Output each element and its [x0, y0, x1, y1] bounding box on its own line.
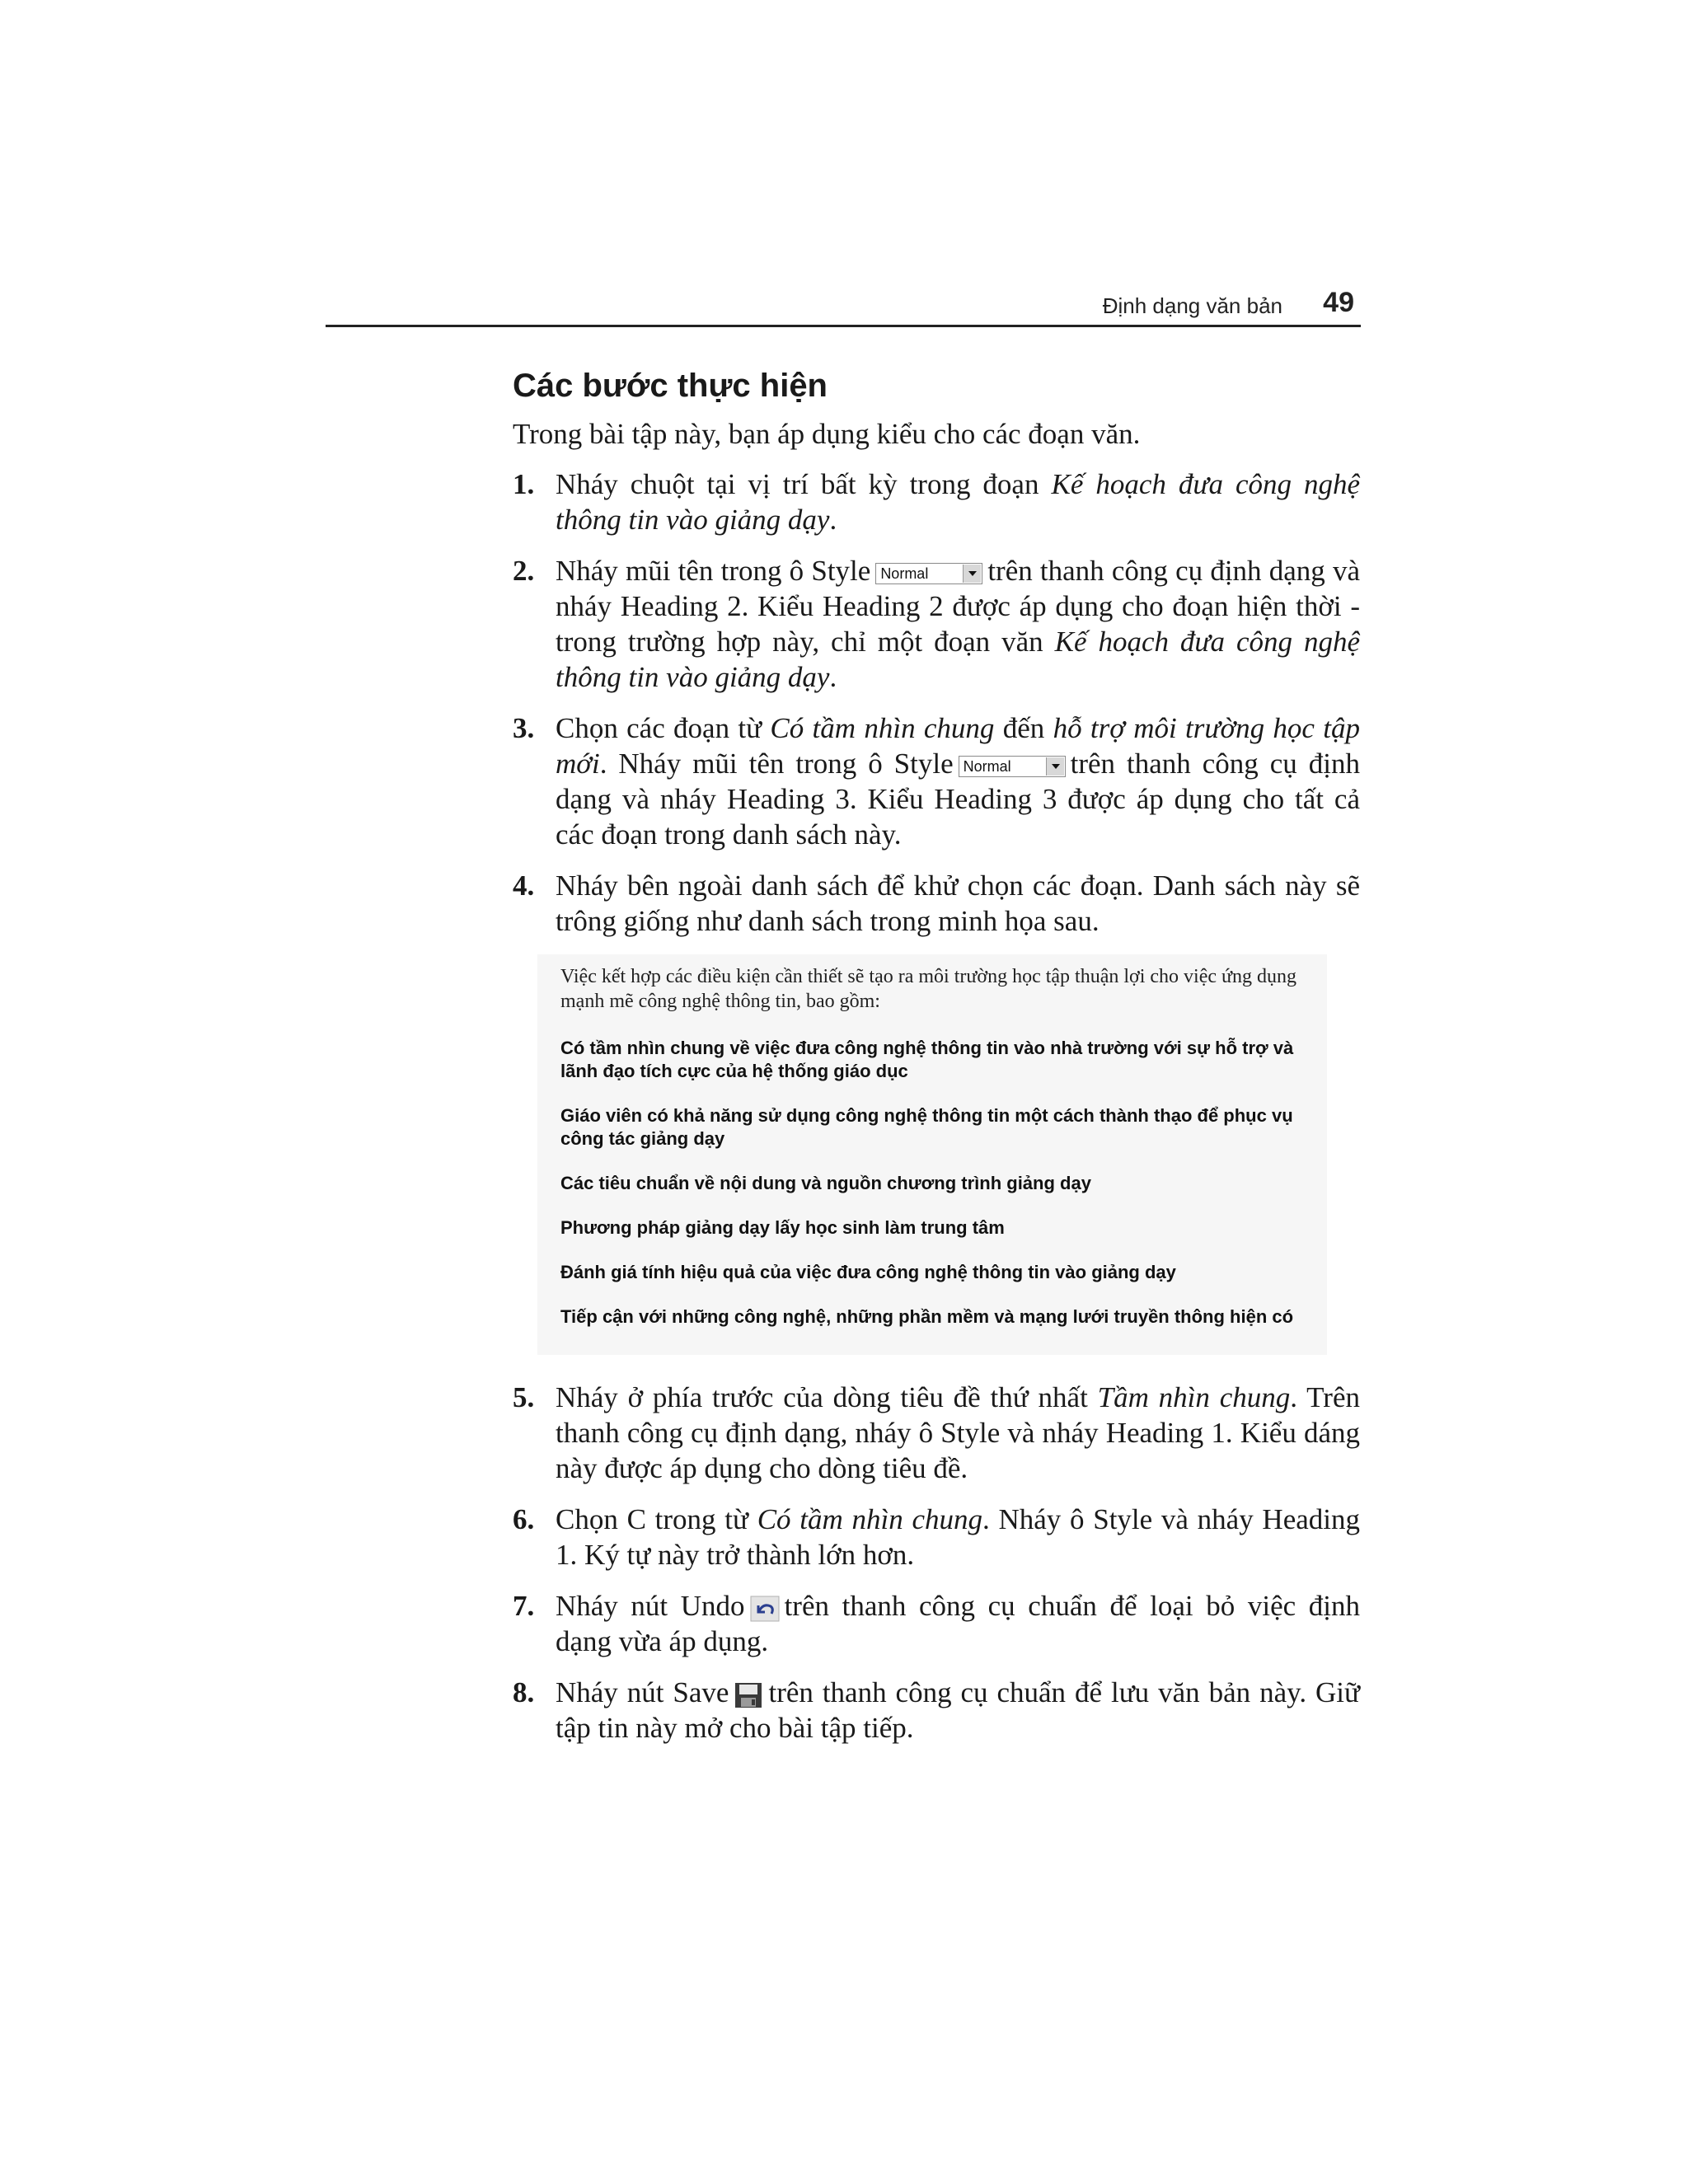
style-combo-value: Normal [963, 757, 1011, 775]
step-text [556, 710, 1360, 852]
step-text [556, 553, 1360, 695]
step-4 [513, 868, 1360, 939]
text-run: trên thanh công cụ định dạng và nháy Heading 2. Kiểu Heading 2 được áp dụng cho đoạn hiện thời - trong trường hợp này, chỉ một đoạn văn [556, 555, 1360, 658]
step-5 [513, 1380, 1360, 1486]
step-text: Nháy bên ngoài danh sách để khử chọn các đoạn. Danh sách này sẽ trông giống như danh sách trong minh họa sau. [556, 869, 1360, 937]
step-3 [513, 710, 1360, 852]
italic-run: hỗ trợ môi trường học tập mới [556, 712, 1360, 780]
text-run: Chọn C trong từ [556, 1503, 757, 1535]
text-run: Nháy ở phía trước của dòng tiêu đề thứ nhất [556, 1381, 1098, 1413]
style-combo-box[interactable] [959, 756, 1066, 777]
text-run: . Trên thanh công cụ định dạng, nháy ô Style và nháy Heading 1. Kiểu dáng này được áp dụng cho dòng tiêu đề. [556, 1381, 1360, 1484]
text-run: trên thanh công cụ chuẩn để lưu văn bản này. Giữ tập tin này mở cho bài tập tiếp. [556, 1676, 1360, 1744]
text-run: . Nháy mũi tên trong ô Style [599, 748, 954, 780]
list-item: Các tiêu chuẩn về nội dung và nguồn chương trình giảng dạy [560, 1173, 1091, 1193]
screenshot-intro: Việc kết hợp các điều kiện cần thiết sẽ tạo ra môi trường học tập thuận lợi cho việc ứng dụng mạnh mẽ công nghệ thông tin, bao gồm: [560, 966, 1297, 1012]
text-run: . [829, 661, 837, 693]
text-run: trên thanh công cụ chuẩn để loại bỏ việc định dạng vừa áp dụng. [556, 1590, 1360, 1657]
text-run: Nháy chuột tại vị trí bất kỳ trong đoạn [556, 468, 1052, 500]
step-text [556, 1588, 1360, 1659]
dropdown-arrow-icon[interactable] [1046, 757, 1064, 776]
section-intro: Trong bài tập này, bạn áp dụng kiểu cho các đoạn văn. [513, 418, 1141, 450]
dropdown-arrow-icon[interactable] [963, 565, 981, 583]
step-number: 1. [513, 468, 535, 500]
italic-run: Có tầm nhìn chung [757, 1503, 982, 1535]
step-number: 8. [513, 1676, 535, 1708]
step-7 [513, 1588, 1360, 1659]
text-run: Chọn các đoạn từ [556, 712, 771, 744]
page-number: 49 [1323, 287, 1354, 318]
step-number: 6. [513, 1503, 535, 1535]
step-number: 2. [513, 555, 535, 587]
step-text [556, 466, 1360, 537]
list-item: Tiếp cận với những công nghệ, những phần mềm và mạng lưới truyền thông hiện có [560, 1306, 1294, 1327]
style-combo-value: Normal [880, 565, 929, 582]
italic-run: Kế hoạch đưa công nghệ thông tin vào giảng dạy [556, 626, 1360, 693]
step-number: 3. [513, 712, 535, 744]
list-item: Đánh giá tính hiệu quả của việc đưa công nghệ thông tin vào giảng dạy [560, 1262, 1176, 1282]
list-item: Có tầm nhìn chung về việc đưa công nghệ thông tin vào nhà trường với sự hỗ trợ và lãnh đạo tích cực của hệ thống giáo dục [560, 1038, 1294, 1081]
step-6 [513, 1502, 1360, 1572]
step-1 [513, 466, 1360, 537]
section-title: Các bước thực hiện [513, 368, 828, 404]
list-item: Phương pháp giảng dạy lấy học sinh làm trung tâm [560, 1217, 1005, 1238]
italic-run: Có tầm nhìn chung [770, 712, 995, 744]
step-text [556, 1502, 1360, 1572]
step-text [556, 1675, 1360, 1746]
step-number: 4. [513, 869, 535, 902]
step-number: 5. [513, 1381, 535, 1413]
text-run: trên thanh công cụ định dạng và nháy Heading 3. Kiểu Heading 3 được áp dụng cho tất cả các đoạn trong danh sách này. [556, 748, 1360, 851]
text-run: . Nháy ô Style và nháy Heading 1. Ký tự này trở thành lớn hơn. [556, 1503, 1361, 1571]
document-screenshot [537, 954, 1327, 1355]
page-header [326, 287, 1361, 327]
header-title: Định dạng văn bản [1102, 293, 1282, 318]
text-run: . [829, 504, 837, 536]
style-combo-box[interactable] [875, 563, 982, 584]
text-run: đến [994, 712, 1053, 744]
step-number: 7. [513, 1590, 535, 1622]
text-run: Nháy nút Undo [556, 1590, 745, 1622]
italic-run: Kế hoạch đưa công nghệ thông tin vào giảng dạy [556, 468, 1360, 536]
list-item: Giáo viên có khả năng sử dụng công nghệ thông tin một cách thành thạo để phục vụ công tác giảng dạy [560, 1105, 1293, 1149]
undo-icon[interactable] [750, 1596, 780, 1622]
save-floppy-icon[interactable] [734, 1682, 763, 1708]
text-run: Nháy nút Save [556, 1676, 729, 1708]
italic-run: Tầm nhìn chung [1097, 1381, 1291, 1413]
step-8 [513, 1675, 1360, 1746]
step-2 [513, 553, 1360, 695]
text-run: Nháy mũi tên trong ô Style [556, 555, 871, 587]
page-content [513, 368, 1360, 1761]
step-text [556, 1380, 1360, 1486]
